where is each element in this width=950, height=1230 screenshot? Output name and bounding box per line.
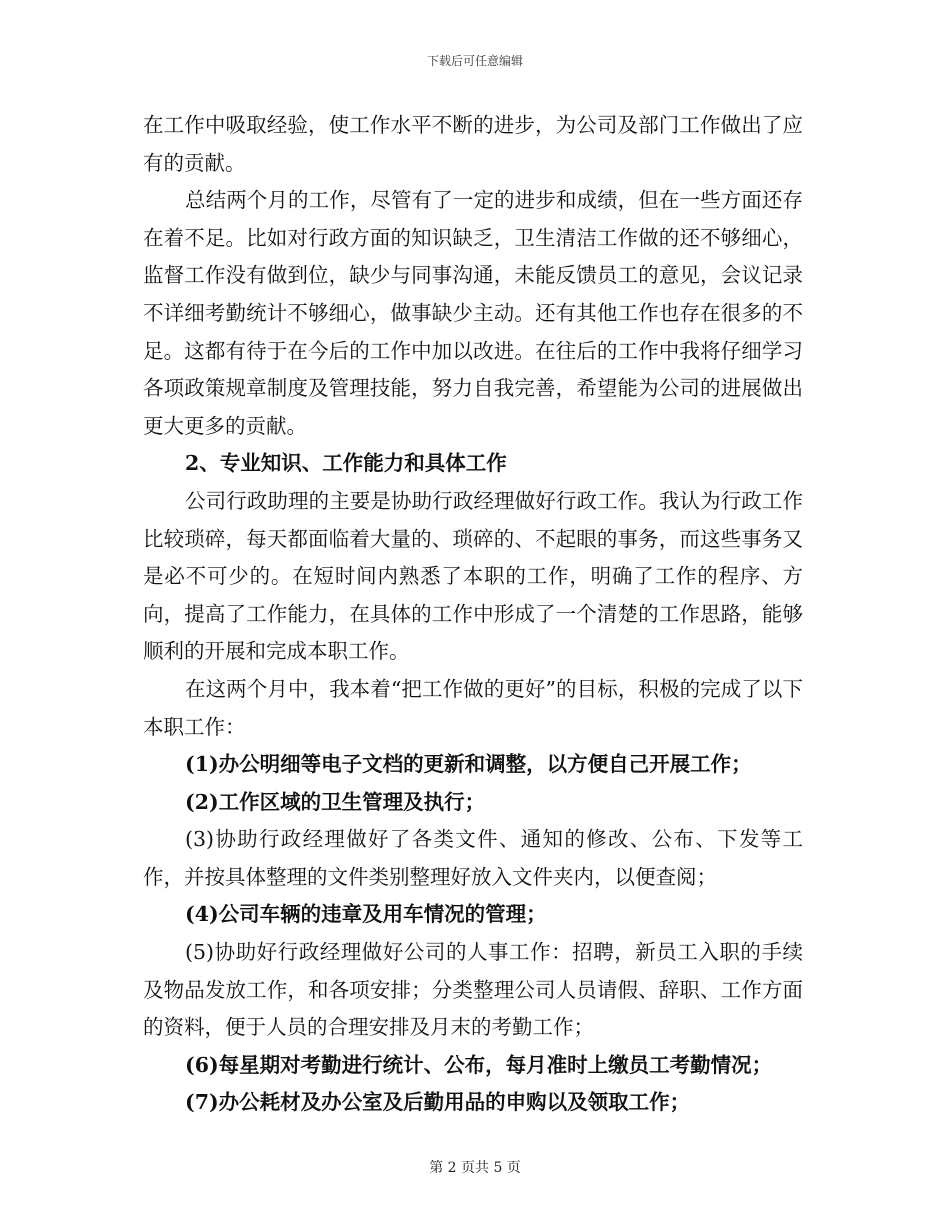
list-item: (3)协助行政经理做好了各类文件、通知的修改、公布、下发等工作，并按具体整理的文件类别整理好放入文件夹内，以便查阅； bbox=[143, 827, 803, 889]
list-item: (6)每星期对考勤进行统计、公布，每月准时上缴员工考勤情况； bbox=[185, 1052, 773, 1077]
document-body bbox=[143, 107, 803, 1122]
page-header: 下载后可任意编辑 bbox=[426, 54, 523, 68]
section-heading: 2、专业知识、工作能力和具体工作 bbox=[185, 451, 507, 476]
list-item: (1)办公明细等电子文档的更新和调整，以方便自己开展工作； bbox=[185, 752, 752, 777]
list-item: (4)公司车辆的违章及用车情况的管理； bbox=[185, 902, 547, 927]
list-item: (5)协助好行政经理做好公司的人事工作：招聘，新员工入职的手续及物品发放工作，和各项安排；分类整理公司人员请假、辞职、工作方面的资料，便于人员的合理安排及月末的考勤工作； bbox=[143, 940, 803, 1040]
paragraph: 总结两个月的工作，尽管有了一定的进步和成绩，但在一些方面还存在着不足。比如对行政方面的知识缺乏，卫生清洁工作做的还不够细心，监督工作没有做到位，缺少与同事沟通，未能反馈员工的意见，会议记录不详细考勤统计不够细心，做事缺少主动。还有其他工作也存在很多的不足。这都有待于在今后的工作中加以改进。在往后的工作中我将仔细学习各项政策规章制度及管理技能，努力自我完善，希望能为公司的进展做出更大更多的贡献。 bbox=[143, 188, 803, 438]
page-footer: 第 2 页共 5 页 bbox=[429, 1160, 521, 1176]
paragraph: 在工作中吸取经验，使工作水平不断的进步，为公司及部门工作做出了应有的贡献。 bbox=[143, 113, 803, 175]
paragraph: 在这两个月中，我本着“把工作做的更好”的目标，积极的完成了以下本职工作： bbox=[143, 676, 803, 739]
list-item: (2)工作区域的卫生管理及执行； bbox=[185, 789, 486, 814]
paragraph: 公司行政助理的主要是协助行政经理做好行政工作。我认为行政工作比较琐碎，每天都面临着大量的、琐碎的、不起眼的事务，而这些事务又是必不可少的。在短时间内熟悉了本职的工作，明确了工作的程序、方向，提高了工作能力，在具体的工作中形成了一个清楚的工作思路，能够顺利的开展和完成本职工作。 bbox=[143, 488, 803, 664]
list-item: (7)办公耗材及办公室及后勤用品的申购以及领取工作； bbox=[185, 1090, 691, 1115]
